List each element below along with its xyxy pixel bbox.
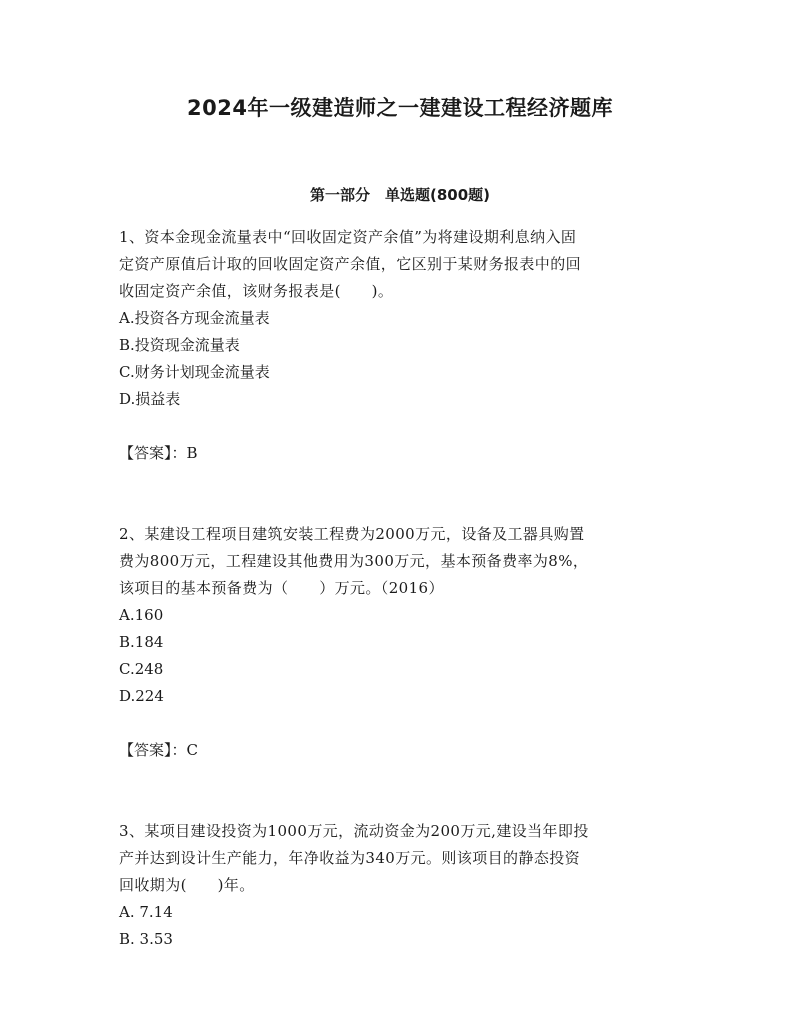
section-title: 第一部分 单选题(800题): [309, 186, 491, 204]
option-b: B. 3.53: [119, 930, 173, 948]
question-stem-line: 费为800万元，工程建设其他费用为300万元，基本预备费率为8%，: [119, 552, 589, 570]
option-a: A. 7.14: [119, 903, 173, 921]
answer-line: 【答案】：B: [119, 444, 198, 462]
question-stem-line: 2、某建设工程项目建筑安装工程费为2000万元，设备及工器具购置: [119, 525, 585, 543]
question-stem-line: 3、某项目建设投资为1000万元，流动资金为200万元,建设当年即投: [119, 822, 589, 840]
option-b: B.184: [119, 633, 164, 651]
option-a: A.投资各方现金流量表: [119, 309, 270, 327]
question-stem-line: 1、资本金现金流量表中“回收固定资产余值”为将建设期利息纳入固: [119, 228, 577, 246]
spacer: [119, 467, 685, 521]
question-stem-line: 定资产原值后计取的回收固定资产余值，它区别于某财务报表中的回: [119, 255, 582, 273]
question-1: [119, 224, 685, 521]
option-d: D.224: [119, 687, 164, 705]
question-list: [119, 224, 685, 953]
spacer: [119, 413, 685, 440]
question-stem-line: 产并达到设计生产能力，年净收益为340万元。则该项目的静态投资: [119, 849, 581, 867]
question-stem-line: 回收期为( )年。: [119, 876, 255, 894]
option-a: A.160: [119, 606, 164, 624]
answer-line: 【答案】：C: [119, 741, 198, 759]
question-2: [119, 521, 685, 818]
document-title: 2024年一级建造师之一建建设工程经济题库: [187, 96, 613, 120]
option-c: C.248: [119, 660, 164, 678]
question-stem-line: 收固定资产余值，该财务报表是( )。: [119, 282, 394, 300]
option-c: C.财务计划现金流量表: [119, 363, 270, 381]
question-stem-line: 该项目的基本预备费为（ ）万元。（2016）: [119, 579, 444, 597]
option-d: D.损益表: [119, 390, 181, 408]
spacer: [119, 710, 685, 737]
option-b: B.投资现金流量表: [119, 336, 240, 354]
spacer: [119, 764, 685, 818]
question-3: [119, 818, 685, 953]
